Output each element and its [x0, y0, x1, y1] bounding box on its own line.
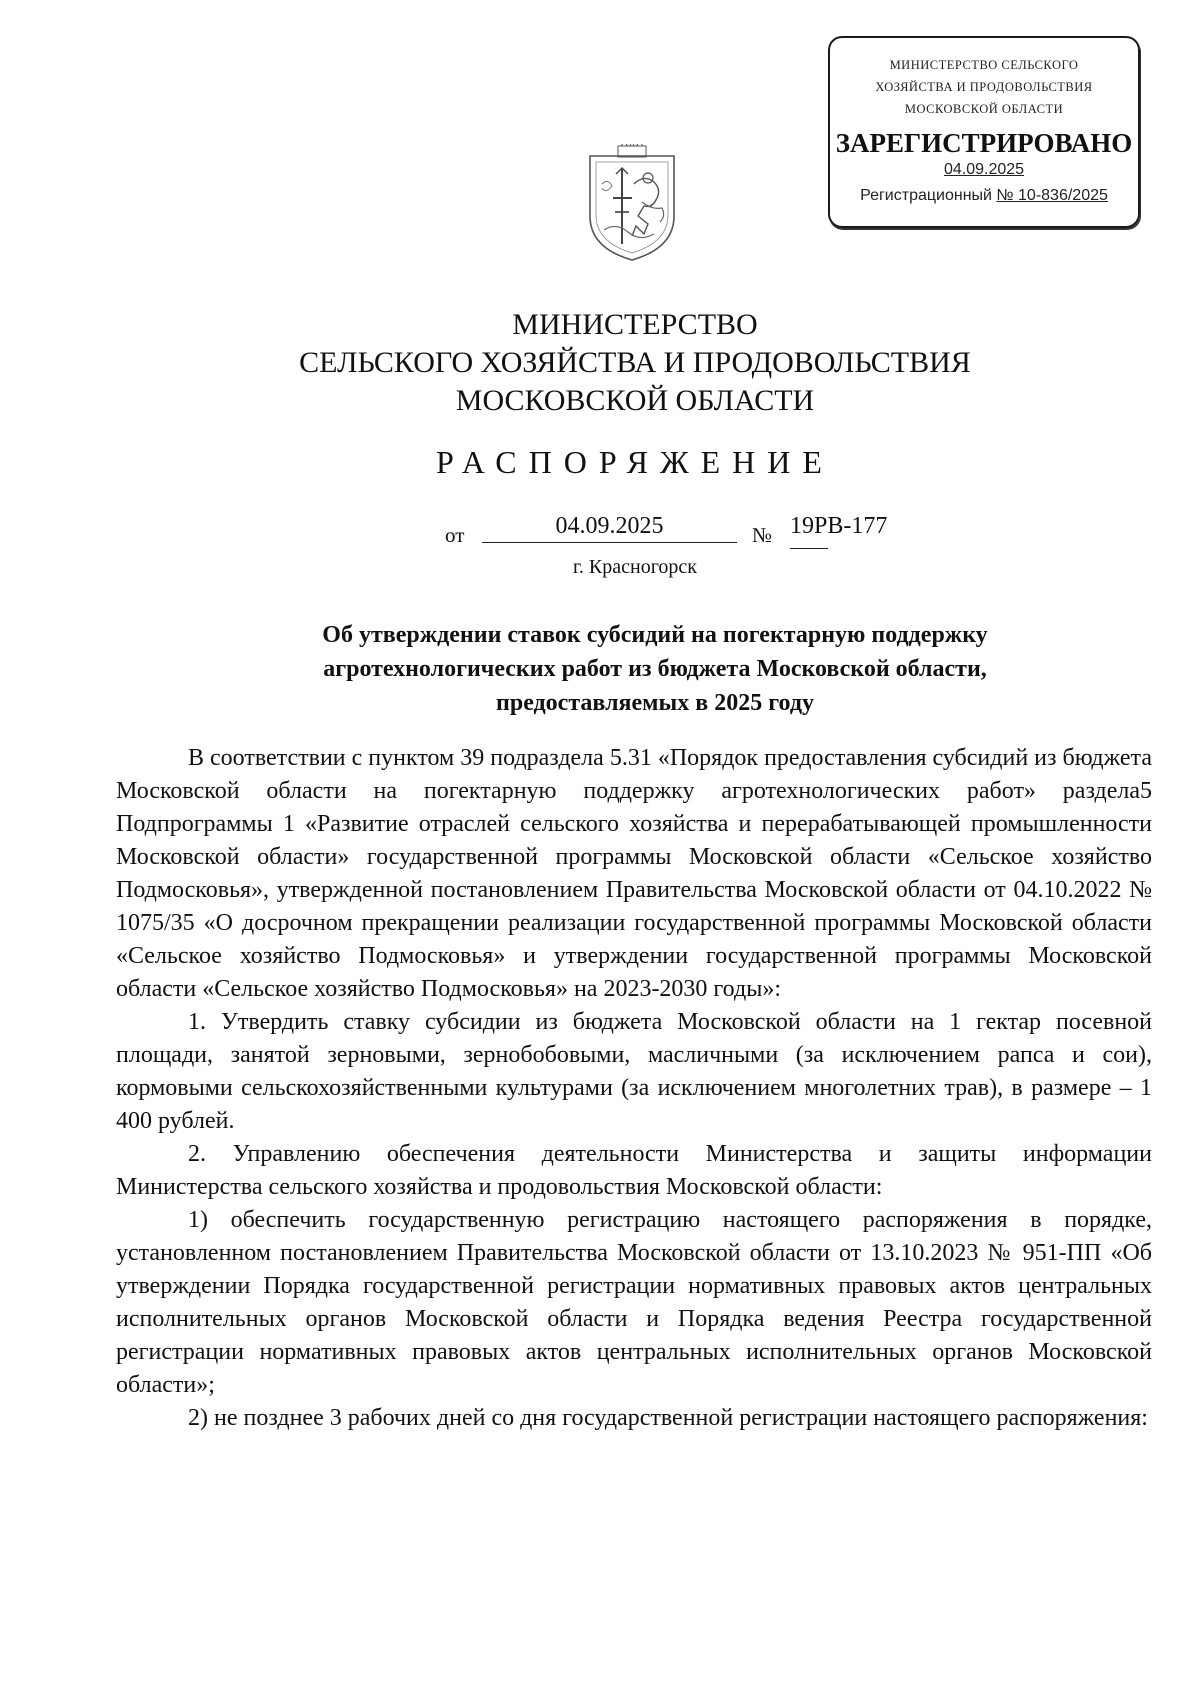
- stamp-reg-label: Регистрационный: [860, 187, 997, 204]
- stamp-registration: [830, 187, 1138, 205]
- stamp-status: ЗАРЕГИСТРИРОВАНО: [835, 128, 1133, 158]
- registration-stamp: [828, 36, 1140, 228]
- stamp-org-line-3: МОСКОВСКОЙ ОБЛАСТИ: [904, 102, 1064, 116]
- paragraph-subitem-2: 2) не позднее 3 рабочих дней со дня государственной регистрации настоящего распоряжения:: [188, 1405, 1148, 1431]
- paragraph-item-2: 2. Управлению обеспечения деятельности Министерства и защиты информации Министерства сельского хозяйства и продовольствия Московской области:: [116, 1141, 1152, 1200]
- document-subject: [230, 618, 1080, 720]
- ministry-name: [0, 306, 1200, 420]
- paragraph-item-1: 1. Утвердить ставку субсидии из бюджета Московской области на 1 гектар посевной площади, занятой зерновыми, зернобобовыми, масличными (за исключением рапса и сои), кормовыми сельскохозяйственными культурами (за исключением многолетних трав), в размере – 1 400 рублей.: [116, 1009, 1152, 1134]
- stamp-org-line-1: МИНИСТЕРСТВО СЕЛЬСКОГО: [889, 58, 1079, 72]
- ministry-line-2: СЕЛЬСКОГО ХОЗЯЙСТВА И ПРОДОВОЛЬСТВИЯ: [299, 346, 971, 379]
- subject-line-3: предоставляемых в 2025 году: [496, 690, 814, 716]
- number-underline: [790, 548, 828, 549]
- stamp-date: 04.09.2025: [943, 161, 1025, 178]
- subject-line-1: Об утверждении ставок субсидий на погектарную поддержку: [322, 622, 988, 648]
- document-type-title: РАСПОРЯЖЕНИЕ: [436, 444, 834, 480]
- ministry-line-1: МИНИСТЕРСТВО: [512, 308, 758, 341]
- document-date: 04.09.2025: [482, 510, 737, 543]
- moscow-oblast-coat-of-arms-icon: [582, 144, 682, 264]
- paragraph-preamble: В соответствии с пунктом 39 подраздела 5.31 «Порядок предоставления субсидий из бюджета Московской области на погектарную поддержку агротехнологических работ» раздела5 Подпрограммы 1 «Развитие отраслей сельского хозяйства и перерабатывающей промышленности Московской области» государственной программы Московской области «Сельское хозяйство Подмосковья», утвержденной постановлением Правительства Московской области от 04.10.2022 № 1075/35 «О досрочном прекращении реализации государственной программы Московской области «Сельское хозяйство Подмосковья» и утверждении государственной программы Московской области «Сельское хозяйство Подмосковья» на 2023-2030 годы»:: [116, 745, 1152, 1002]
- stamp-reg-number: № 10-836/2025: [996, 187, 1108, 204]
- document-city: г. Красногорск: [572, 556, 698, 578]
- document-body: [116, 742, 1152, 1435]
- document-number: 19РВ-177: [790, 513, 888, 539]
- number-prefix: №: [752, 523, 773, 547]
- paragraph-subitem-1: 1) обеспечить государственную регистрацию настоящего распоряжения в порядке, установленном постановлением Правительства Московской области от 13.10.2023 № 951-ПП «Об утверждении Порядка государственной регистрации нормативных правовых актов центральных исполнительных органов Московской области и Порядка ведения Реестра государственной регистрации нормативных правовых актов центральных исполнительных органов Московской области»;: [116, 1207, 1152, 1398]
- ministry-line-3: МОСКОВСКОЙ ОБЛАСТИ: [455, 384, 815, 417]
- date-prefix: от: [445, 523, 465, 547]
- subject-line-2: агротехнологических работ из бюджета Московской области,: [323, 656, 987, 682]
- stamp-org-line-2: ХОЗЯЙСТВА И ПРОДОВОЛЬСТВИЯ: [875, 80, 1093, 94]
